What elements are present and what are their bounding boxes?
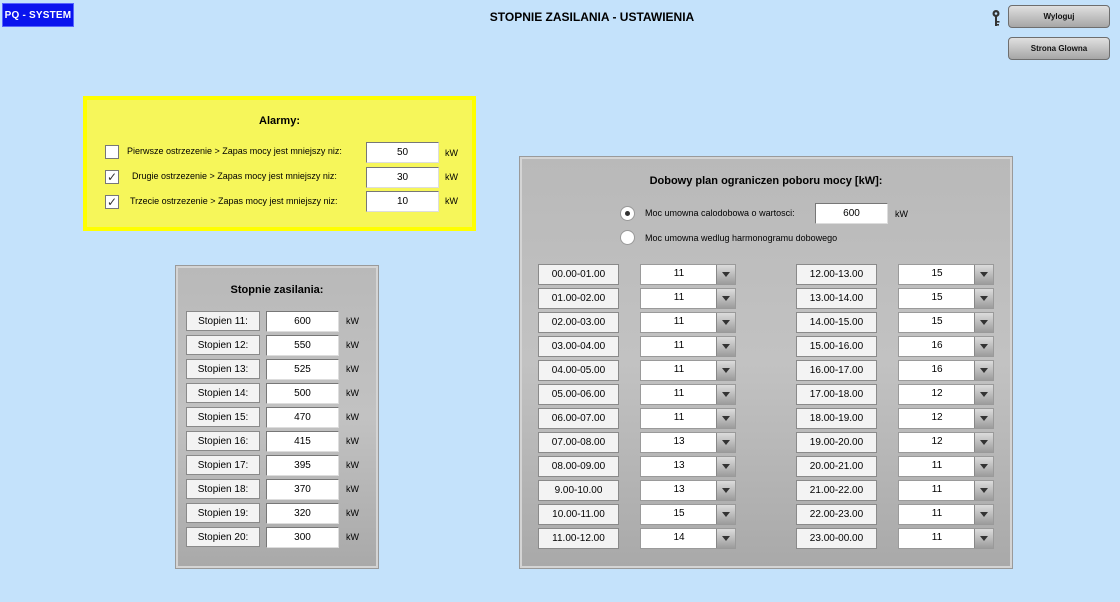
- hour-range-label: 9.00-10.00: [538, 480, 619, 501]
- chevron-down-icon[interactable]: [974, 529, 993, 548]
- hour-range-label: 00.00-01.00: [538, 264, 619, 285]
- level-label: Stopien 17:: [186, 455, 260, 475]
- app-logo: PQ - SYSTEM: [2, 3, 74, 27]
- level-label: Stopien 16:: [186, 431, 260, 451]
- hour-level-dropdown[interactable]: [898, 264, 994, 285]
- check-icon: ✓: [106, 170, 118, 184]
- chevron-down-icon[interactable]: [974, 313, 993, 332]
- hour-range-label: 04.00-05.00: [538, 360, 619, 381]
- chevron-down-icon[interactable]: [716, 313, 735, 332]
- chevron-down-icon[interactable]: [974, 409, 993, 428]
- hour-level-dropdown[interactable]: [640, 432, 736, 453]
- chevron-down-icon[interactable]: [716, 337, 735, 356]
- hour-level-value: 16: [931, 364, 943, 375]
- hour-range-label: 17.00-18.00: [796, 384, 877, 405]
- level-value-input[interactable]: 395: [266, 455, 339, 476]
- alarm-3-label: Trzecie ostrzezenie > Zapas mocy jest mniejszy niz:: [130, 196, 338, 206]
- hour-range-label: 10.00-11.00: [538, 504, 619, 525]
- level-unit: kW: [346, 460, 359, 470]
- hour-level-value: 11: [673, 292, 685, 303]
- chevron-down-icon[interactable]: [716, 457, 735, 476]
- hour-level-dropdown[interactable]: [640, 504, 736, 525]
- hour-level-value: 11: [931, 508, 943, 519]
- hour-range-label: 16.00-17.00: [796, 360, 877, 381]
- chevron-down-icon[interactable]: [974, 265, 993, 284]
- levels-title: Stopnie zasilania:: [230, 284, 324, 296]
- level-value-input[interactable]: 370: [266, 479, 339, 500]
- chevron-down-icon[interactable]: [716, 409, 735, 428]
- hour-level-value: 14: [673, 532, 685, 543]
- hour-level-dropdown[interactable]: [898, 456, 994, 477]
- chevron-down-icon[interactable]: [974, 289, 993, 308]
- hour-range-label: 01.00-02.00: [538, 288, 619, 309]
- level-unit: kW: [346, 508, 359, 518]
- hour-level-dropdown[interactable]: [898, 528, 994, 549]
- hour-level-dropdown[interactable]: [898, 360, 994, 381]
- hour-range-label: 19.00-20.00: [796, 432, 877, 453]
- level-value-input[interactable]: 415: [266, 431, 339, 452]
- alarms-title: Alarmy:: [259, 115, 300, 127]
- chevron-down-icon[interactable]: [974, 505, 993, 524]
- page-title: STOPNIE ZASILANIA - USTAWIENIA: [489, 10, 695, 24]
- constant-power-unit: kW: [895, 209, 908, 219]
- radio-schedule-power[interactable]: [620, 230, 635, 245]
- hour-level-value: 13: [673, 484, 685, 495]
- level-value-input[interactable]: 600: [266, 311, 339, 332]
- hour-level-dropdown[interactable]: [640, 384, 736, 405]
- radio-schedule-label: Moc umowna wedlug harmonogramu dobowego: [645, 233, 838, 243]
- hour-level-dropdown[interactable]: [640, 288, 736, 309]
- level-unit: kW: [346, 484, 359, 494]
- hour-range-label: 15.00-16.00: [796, 336, 877, 357]
- hour-range-label: 06.00-07.00: [538, 408, 619, 429]
- hour-range-label: 03.00-04.00: [538, 336, 619, 357]
- level-unit: kW: [346, 412, 359, 422]
- hour-range-label: 22.00-23.00: [796, 504, 877, 525]
- radio-constant-label: Moc umowna calodobowa o wartosci:: [645, 208, 795, 218]
- alarm-2-unit: kW: [445, 172, 458, 182]
- level-label: Stopien 15:: [186, 407, 260, 427]
- level-value-input[interactable]: 525: [266, 359, 339, 380]
- hour-level-dropdown[interactable]: [898, 432, 994, 453]
- hour-level-dropdown[interactable]: [898, 408, 994, 429]
- level-unit: kW: [346, 436, 359, 446]
- key-icon: [990, 9, 1002, 27]
- alarm-1-checkbox[interactable]: [105, 145, 119, 159]
- hour-level-dropdown[interactable]: [640, 360, 736, 381]
- hour-level-value: 15: [931, 268, 943, 279]
- hour-level-value: 11: [931, 532, 943, 543]
- hour-level-dropdown[interactable]: [640, 264, 736, 285]
- hour-range-label: 21.00-22.00: [796, 480, 877, 501]
- alarm-1-input[interactable]: 50: [366, 142, 439, 163]
- hour-level-dropdown[interactable]: [640, 456, 736, 477]
- radio-constant-power[interactable]: [620, 206, 635, 221]
- hour-range-label: 12.00-13.00: [796, 264, 877, 285]
- hour-level-value: 12: [931, 436, 943, 447]
- alarm-2-label: Drugie ostrzezenie > Zapas mocy jest mniejszy niz:: [132, 171, 337, 181]
- hour-level-value: 12: [931, 412, 943, 423]
- level-unit: kW: [346, 532, 359, 542]
- chevron-down-icon[interactable]: [716, 289, 735, 308]
- chevron-down-icon[interactable]: [716, 433, 735, 452]
- hour-level-value: 12: [931, 388, 943, 399]
- alarm-2-checkbox[interactable]: [105, 170, 119, 184]
- check-icon: ✓: [106, 195, 118, 209]
- hour-level-dropdown[interactable]: [898, 384, 994, 405]
- hour-level-dropdown[interactable]: [640, 336, 736, 357]
- hour-level-dropdown[interactable]: [898, 312, 994, 333]
- level-unit: kW: [346, 340, 359, 350]
- chevron-down-icon[interactable]: [974, 481, 993, 500]
- chevron-down-icon[interactable]: [974, 385, 993, 404]
- level-unit: kW: [346, 316, 359, 326]
- level-label: Stopien 14:: [186, 383, 260, 403]
- hour-level-dropdown[interactable]: [640, 528, 736, 549]
- chevron-down-icon[interactable]: [716, 505, 735, 524]
- chevron-down-icon[interactable]: [974, 337, 993, 356]
- hour-range-label: 11.00-12.00: [538, 528, 619, 549]
- hour-range-label: 07.00-08.00: [538, 432, 619, 453]
- level-value-input[interactable]: 320: [266, 503, 339, 524]
- hour-level-dropdown[interactable]: [640, 312, 736, 333]
- hour-level-dropdown[interactable]: [898, 504, 994, 525]
- hour-level-value: 13: [673, 460, 685, 471]
- level-label: Stopien 19:: [186, 503, 260, 523]
- chevron-down-icon[interactable]: [974, 457, 993, 476]
- level-value-input[interactable]: 500: [266, 383, 339, 404]
- chevron-down-icon[interactable]: [716, 385, 735, 404]
- hour-range-label: 20.00-21.00: [796, 456, 877, 477]
- level-value-input[interactable]: 470: [266, 407, 339, 428]
- level-label: Stopien 12:: [186, 335, 260, 355]
- alarm-3-unit: kW: [445, 196, 458, 206]
- hour-range-label: 08.00-09.00: [538, 456, 619, 477]
- level-label: Stopien 13:: [186, 359, 260, 379]
- hour-level-value: 11: [931, 484, 943, 495]
- hour-level-dropdown[interactable]: [898, 336, 994, 357]
- chevron-down-icon[interactable]: [974, 433, 993, 452]
- level-unit: kW: [346, 388, 359, 398]
- hour-level-dropdown[interactable]: [898, 480, 994, 501]
- constant-power-input[interactable]: 600: [815, 203, 888, 224]
- chevron-down-icon[interactable]: [716, 481, 735, 500]
- hour-level-value: 11: [673, 364, 685, 375]
- hour-level-dropdown[interactable]: [640, 408, 736, 429]
- hour-level-dropdown[interactable]: [640, 480, 736, 501]
- level-label: Stopien 18:: [186, 479, 260, 499]
- hour-level-value: 15: [931, 316, 943, 327]
- hour-level-value: 13: [673, 436, 685, 447]
- alarm-3-input[interactable]: 10: [366, 191, 439, 212]
- alarm-2-input[interactable]: 30: [366, 167, 439, 188]
- level-unit: kW: [346, 364, 359, 374]
- hour-level-value: 16: [931, 340, 943, 351]
- hour-level-value: 11: [673, 268, 685, 279]
- hour-range-label: 02.00-03.00: [538, 312, 619, 333]
- hour-range-label: 14.00-15.00: [796, 312, 877, 333]
- hour-level-value: 11: [673, 316, 685, 327]
- daily-plan-title: Dobowy plan ograniczen poboru mocy [kW]:: [649, 175, 883, 187]
- chevron-down-icon[interactable]: [716, 265, 735, 284]
- level-label: Stopien 20:: [186, 527, 260, 547]
- hour-level-value: 15: [931, 292, 943, 303]
- hour-level-value: 15: [673, 508, 685, 519]
- hour-range-label: 18.00-19.00: [796, 408, 877, 429]
- level-value-input[interactable]: 300: [266, 527, 339, 548]
- level-value-input[interactable]: 550: [266, 335, 339, 356]
- chevron-down-icon[interactable]: [716, 361, 735, 380]
- hour-level-value: 11: [673, 412, 685, 423]
- alarm-1-unit: kW: [445, 148, 458, 158]
- logout-button[interactable]: Wyloguj: [1008, 5, 1110, 28]
- home-button[interactable]: Strona Glowna: [1008, 37, 1110, 60]
- alarms-panel: [83, 96, 476, 231]
- chevron-down-icon[interactable]: [974, 361, 993, 380]
- alarm-3-checkbox[interactable]: [105, 195, 119, 209]
- alarm-1-label: Pierwsze ostrzezenie > Zapas mocy jest mniejszy niz:: [127, 146, 342, 156]
- hour-range-label: 05.00-06.00: [538, 384, 619, 405]
- hour-level-value: 11: [673, 388, 685, 399]
- hour-level-value: 11: [931, 460, 943, 471]
- hour-range-label: 13.00-14.00: [796, 288, 877, 309]
- chevron-down-icon[interactable]: [716, 529, 735, 548]
- hour-level-dropdown[interactable]: [898, 288, 994, 309]
- hour-level-value: 11: [673, 340, 685, 351]
- hour-range-label: 23.00-00.00: [796, 528, 877, 549]
- level-label: Stopien 11:: [186, 311, 260, 331]
